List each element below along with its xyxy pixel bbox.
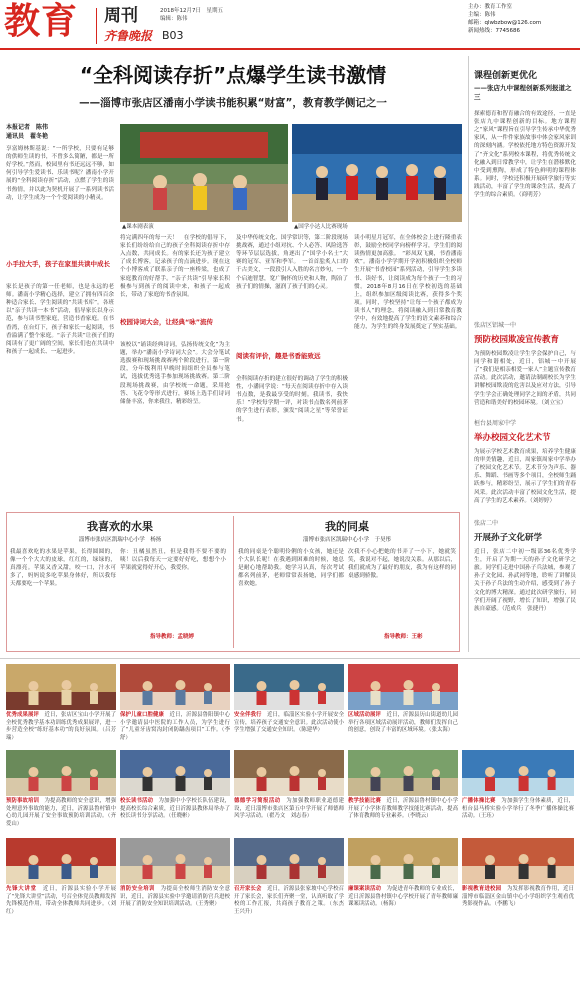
photo-news-item bbox=[348, 838, 458, 922]
news-photo bbox=[234, 838, 344, 884]
news-caption-title: 影视教育进校园 bbox=[462, 886, 502, 892]
main-subheadline: ——淄博市张店区潘南小学读书能积累“财富”，教育教学侧记之一 bbox=[79, 97, 387, 109]
news-caption bbox=[348, 712, 458, 748]
subhead-family-reading: 小手拉大手，孩子在家里共读中成长 bbox=[6, 260, 110, 268]
news-caption bbox=[348, 798, 458, 834]
header-rule bbox=[0, 48, 580, 50]
news-caption-title: 先锋大讲堂 bbox=[6, 886, 37, 892]
photo-news-item bbox=[462, 838, 574, 922]
news-caption-title: 德德学习简报活动 bbox=[234, 798, 281, 804]
header-divider bbox=[96, 8, 97, 44]
intro-paragraph: 享富姆林斯基说：“一所学校，只要有足够的供师生读的书，不曾多么简陋，都是一所好学校。”然而，校园里有书还远远不够，如何引导学生爱读书、乐读书呢？潘南小学开展的“全科阅读存折”活动，点燃了学生的读书热情，并以此为契机开展了一系列读书活动，让学生成为一个个爱阅读的小精灵。 bbox=[6, 146, 114, 201]
news-caption-text: 为发挥影视教育作用，近日淄博市临淄区金山镇中心小学组织学生观看优秀影视作品。（李鹏飞） bbox=[462, 886, 574, 908]
news-caption-title: 广播体操比赛 bbox=[462, 798, 496, 804]
issue-date: 2018年12月7日 星期五 bbox=[160, 8, 223, 14]
news-caption-title: 预防事故培训 bbox=[6, 798, 40, 804]
essay1-teacher: 指导教师：孟晓婷 bbox=[150, 634, 195, 640]
s1-title: 预防校园欺凌宣传教育 bbox=[474, 335, 560, 345]
photo-news-item bbox=[348, 664, 458, 748]
section-title: 教育 bbox=[4, 1, 79, 42]
s3-text: 近日，张店二中初一级部36名优秀学生，开启了为期一天的孙子文化研学之旅。同学们走进中国孙子兵法城，参观了孙子文化园、孙武祠等地，聆听了讲解员关于孙子兵法的生动介绍，感受到了孙子文化的博大精深。通过此次研学旅行，同学们开阔了视野，增长了知识，增强了民族自豪感。（范成兵 张捷丹） bbox=[474, 549, 576, 612]
photo-news-item bbox=[234, 750, 344, 834]
photo-guoxue-contest bbox=[292, 124, 462, 222]
news-photo bbox=[234, 664, 344, 710]
news-caption-text: 为加强学生身体素质，近日，桓台县马桥实验小学举行了冬季广播体操比赛活动。（王珏） bbox=[462, 798, 574, 820]
s1-text: 为预防校园欺凌让学生学会保护自己，与同学和谐相处，近日，铝城一中开展了“我们是相亲相爱一家人”主题宣传教育活动。此次活动，邀请法制副校长为学生讲解校园欺凌的危害以及应对方法，引导学生学会正确处理同学之间的矛盾，共同营造和谐美好的校园环境。（刘立宝） bbox=[474, 351, 576, 406]
news-caption bbox=[234, 798, 344, 834]
news-photo bbox=[120, 664, 230, 710]
reading-star-paragraph: 读小明星月冠军，在全体校会上进行隆重表彰，鼓励全校同学向榜样学习，学生们的阅读热情更加高涨。 “彩凤双飞翼，书香潘南欢”。潘南小学学期开学初积极组织全校师生开展“书香校园”系列活动，引导学生多读书、读好书，让阅读成为每个孩子一生的习惯。2018年8月16日在学校初选的基础上，组织参加区级阅读比赛，获得多个奖项。同时，学校坚持“让每一个孩子都成为读书人”的理念，将阅读融入到日常教育教学中，有效地提高了学生的语文素养和综合能力，为学生的终身发展奠定了坚实基础。 bbox=[354, 235, 462, 331]
news-caption-title: 廉课案读活动 bbox=[348, 886, 382, 892]
news-caption-text: 近日，沂源县鲁村镇中心小学开展了小学体育教师教学技能比赛活动，提高了体育教师的专业素养。（李晓云） bbox=[348, 798, 458, 820]
essay2-text-col2: 次我不小心把她的书弄了一小下，她就笑笑，我说对不起，她说没关系。从那以后，我们就成为了最好的朋友，我为有这样的同桌感到骄傲。 bbox=[348, 549, 456, 580]
photo-news-item bbox=[234, 838, 350, 922]
essay1-text: 我最喜欢吃的水果是苹果，长得圆圆的，像一个个大大的皮球，红红的，绿绿的，真漂亮。苹果又香又甜，咬一口，汁水可多了，妈妈说多吃苹果身体好，所以我每天都要吃一个苹果。 bbox=[10, 549, 116, 588]
byline-reporter: 本报记者 陈伟 bbox=[6, 124, 49, 131]
news-caption bbox=[120, 886, 230, 922]
photo-news-item bbox=[234, 664, 344, 748]
news-photo bbox=[6, 838, 116, 884]
news-caption-title: 优秀成果展评 bbox=[6, 712, 40, 718]
news-caption bbox=[6, 886, 116, 922]
evaluation-paragraph: 全科阅读存折的建立很好的调动了学生的积极性，小潘同学说：“每天在阅读存折中存入读书点数，是我最享受的时刻。我读书，我快乐！”学校每学期一评，对读书点数名列前茅的学生进行表彰，颁发“阅读之星”等荣誉证书。 bbox=[236, 376, 348, 423]
essay2-teacher: 指导教师：王彬 bbox=[384, 634, 423, 640]
contact-email: 邮箱：qlwbzbow@126.com bbox=[468, 19, 542, 26]
news-caption-text: 近日，沂源县实验小学开展了“先锋大讲堂”活动，号召全体党员教师发挥先锋模范作用，带动全体教师共同进步。（刘红） bbox=[6, 886, 116, 915]
photo-news-item bbox=[120, 750, 230, 834]
subhead-evaluation: 阅读有评价，趣是书香能致远 bbox=[236, 352, 321, 360]
main-headline: “全科阅读存折”点爆学生读书激情 bbox=[79, 63, 387, 87]
contact-title: 主办：教育工作室 bbox=[468, 4, 513, 10]
news-caption-text: 为促进青年教师的专业成长，近日沂源县鲁村镇中心学校开展了青年教师廉课案读活动。（杨海） bbox=[348, 886, 458, 908]
poetry-paragraph: 该校以“诵读经典诗词，弘扬传统文化”为主题，举办“潘南小学诗词大会”。大会分笔试选拔赛和现场挑战赛两个阶段进行。第一阶段，分年级利用早晚时间组织全员参与笔试，选拔优秀选手参加现场挑战赛。第二阶段现场挑战赛，由学校统一命题，采用抢答、飞花令等形式进行，赛场上选手们诗词储备丰富，你来我往，精彩纷呈。 bbox=[120, 342, 230, 405]
contact-editor: 主编：陈伟 bbox=[468, 11, 496, 18]
parents-paragraph: 将完满四年的每一天！ 在学校的倡导下，家长们纷纷给自己的孩子全科阅读存折中存入点数，共同成长。有的家长还为孩子建立了成长博客，记录孩子的点滴进步。现在这个小博客成了联系亲子的一座桥梁，也成了家庭教育的好帮手。“亲子共读”引导家长积极参与到孩子的阅读中来，和孩子一起成长，带动了家庭的书香氛围。 bbox=[120, 235, 230, 298]
subhead-poetry: 校园诗词大会，让经典“咏”流传 bbox=[120, 318, 214, 326]
s3-school: 张店二中 bbox=[474, 520, 499, 527]
news-caption-text: 近日，沂源县张家坡中心学校召开了家长会，家长们齐聚一堂，认真听取了学校的工作汇报，共商孩子教育之策。（东杰 王兴升） bbox=[234, 886, 350, 915]
news-photo bbox=[120, 838, 230, 884]
s1-school: 张店区铝城一中 bbox=[474, 322, 517, 329]
s2-text: 为展示学校艺术教育成果，培养学生健康的审美情趣，近日，周家镇周家中学举办了校园文化艺术节。艺术节分为声乐、器乐、舞蹈、书画等多个项目，全校师生踊跃参与，精彩纷呈，展示了学生们的青春风采。此次活动丰富了校园文化生活，提高了学生的艺术素养。（刘婷婷） bbox=[474, 449, 576, 504]
news-caption bbox=[234, 712, 344, 748]
photo-news-item bbox=[120, 664, 230, 748]
news-photo bbox=[348, 750, 458, 796]
news-photo bbox=[234, 750, 344, 796]
news-caption-text: 近日，沂源县鲁阳镇中心小学邀请县中医院的工作人员，为学生进行了“儿童牙齿窝沟封闭防龋齿项目”工作。（李舒） bbox=[120, 712, 230, 741]
news-caption-text: 为提高全校师生消防安全意识，近日，沂源县实验中学邀请消防官兵进校开展了消防安全知识培训活动。（王秀聚） bbox=[120, 886, 230, 908]
news-caption-title: 召开家长会 bbox=[234, 886, 262, 892]
news-caption bbox=[462, 886, 574, 922]
news-caption-text: 近日，临淄区实验小学开展安全宣传，培养孩子交通安全意识。此次活动使小学生增强了交通安全知识。（陈建华） bbox=[234, 712, 344, 734]
essay2-author: 淄博市张店区凯瑞中心小学 于昊彤 bbox=[302, 537, 391, 543]
right-column-title: 课程创新更优化 bbox=[474, 71, 538, 81]
news-photo bbox=[6, 664, 116, 710]
contact-block bbox=[468, 4, 576, 36]
byline-correspondent: 通讯员 翟冬艳 bbox=[6, 133, 49, 140]
news-caption-title: 消防安全培训 bbox=[120, 886, 155, 892]
photo1-caption: ▲课本剧表演 bbox=[122, 224, 154, 230]
s2-school: 桓台县周家中学 bbox=[474, 420, 517, 427]
right-column-text: 探索德育和智育融合的有效途径，一直是张店九中课程创新的目标。地方课程之“家风”课程旨在引导学生传承中华优秀家风，从一件件家族故事中体会家风家训的深刻内涵。学校依托地方特色资源开发了“齐文化”系列校本课程，将优秀传统文化融入到日常教学中，让学生在潜移默化中受到熏陶，形成了特色鲜明的课程体系。同时，学校还积极开展研学旅行等实践活动，丰富了学生的课余生活，提高了学生的综合素质。（商明芳） bbox=[474, 111, 576, 199]
news-caption-title: 教学技能比赛 bbox=[348, 798, 382, 804]
news-photo bbox=[6, 750, 116, 796]
news-caption-text: 为加强教师职业道德建设，近日淄博市张店区第五中学开展了师德师风学习活动。（翟乃文 刘志春） bbox=[234, 798, 344, 820]
page-editor: 编辑：陈伟 bbox=[160, 16, 188, 22]
news-caption-title: 区域活动展评 bbox=[348, 712, 382, 718]
right-column-subtitle: ——张店九中课程创新系列报道之三 bbox=[474, 84, 572, 102]
news-caption-text: 为加强中小学校长队伍建设，提高校长综合素质，近日沂源县教体局举办了校长读书分享活动。（任晓彬） bbox=[120, 798, 230, 820]
news-caption bbox=[6, 712, 116, 748]
news-caption-text: 近日，沂源县历山街道幼儿园举行各项区域活动展评活动，教师们发挥自己的创意，创设了丰富的区域环境。（张太海） bbox=[348, 712, 458, 734]
right-column-divider bbox=[468, 56, 469, 652]
news-caption bbox=[234, 886, 350, 922]
news-caption-text: 为提高教师的安全意识，增强处理意外事故的能力，近日，沂源县鲁村镇中心幼儿园开展了安全事故预防培训活动。（齐爱山） bbox=[6, 798, 116, 827]
news-photo bbox=[462, 838, 574, 884]
family-reading-paragraph: 家长是孩子的第一任老师，也是永远的老师。潘南小学精心选择，建立了拥有四百余种适合家长、学生阅读的“共读书库”。各班以“亲子共读一本书”活动，倡导家长以身示范，参与读书型家庭，营造书香家庭。在书香湾，在台灯下，孩子和家长一起阅读，书香溢满了整个家庭。“亲子共读”让孩子们的阅读有了更广阔的空间，家长们也在共读中和孩子一起成长、一起进步。 bbox=[6, 284, 114, 355]
news-photo bbox=[348, 664, 458, 710]
weekly-label: 周刊 bbox=[104, 6, 138, 26]
contact-phone: 新闻热线：7745686 bbox=[468, 27, 520, 34]
guoxue-paragraph: 及中华传统文化、国学常识等，第二阶段现场挑战赛，通过小组对抗、个人必答、风险选答等环节层层选拔，角逐出了“国学小名士”大赛的冠军、亚军和季军。 一首首脍炙人口的千古美文，一段段引人入胜的名言妙句，一个个启迪智慧，宽广胸怀的历史和人物，陶冶了孩子们的情操，滋润了孩子们的心灵。 bbox=[236, 235, 348, 290]
news-caption-title: 校长读书活动 bbox=[120, 798, 154, 804]
paper-name: 齐鲁晚报 bbox=[104, 29, 153, 43]
news-photo bbox=[462, 750, 574, 796]
photo-news-item bbox=[6, 664, 116, 748]
news-caption-text: 近日，张店区宝山小学开展了全校优秀教学基本功训练优秀成果展评，进一步营造全校“练好基本功”的良好氛围。（吕芳瑞） bbox=[6, 712, 116, 741]
photo-news-item bbox=[348, 750, 458, 834]
essay2-text: 我的同桌是个聪明伶俐的小女孩，她还是个大队长呢！在我遇到困难的时候，她总是耐心地帮助我。她学习认真，每次考试都名列前茅，老师常常表扬她，同学们都喜欢她。 bbox=[238, 549, 344, 588]
news-caption bbox=[348, 886, 458, 922]
photo-news-item bbox=[462, 750, 574, 834]
essay1-title: 我喜欢的水果 bbox=[87, 520, 153, 533]
photo-grid-rule bbox=[0, 658, 580, 659]
news-caption-title: 保护儿童口腔健康 bbox=[120, 712, 165, 718]
news-caption bbox=[462, 798, 574, 834]
s2-title: 举办校园文化艺术节 bbox=[474, 433, 551, 443]
news-caption bbox=[120, 798, 230, 834]
photo2-caption: ▲国学小达人比赛现场 bbox=[294, 224, 348, 230]
photo-news-item bbox=[6, 750, 116, 834]
page-number: B03 bbox=[162, 29, 184, 42]
photo-news-item bbox=[120, 838, 230, 922]
news-photo bbox=[120, 750, 230, 796]
s3-title: 开展孙子文化研学 bbox=[474, 533, 543, 543]
essay2-title: 我的同桌 bbox=[325, 520, 369, 533]
essay-divider bbox=[233, 516, 234, 648]
news-photo bbox=[348, 838, 458, 884]
news-caption bbox=[6, 798, 116, 834]
news-caption bbox=[120, 712, 230, 748]
essay1-text-col2: 你：丑橘虽然丑，但是我得不要不要的咦！以后我每天一定要好好吃，想想个小苹果就觉得好开心，我爱你。 bbox=[120, 549, 226, 572]
photo-news-item bbox=[6, 838, 116, 922]
photo-drama-performance bbox=[120, 124, 288, 222]
news-caption-title: 安全伴我行 bbox=[234, 712, 262, 718]
essay1-author: 淄博市张店区凯瑞中心小学 杨扬 bbox=[78, 537, 162, 543]
